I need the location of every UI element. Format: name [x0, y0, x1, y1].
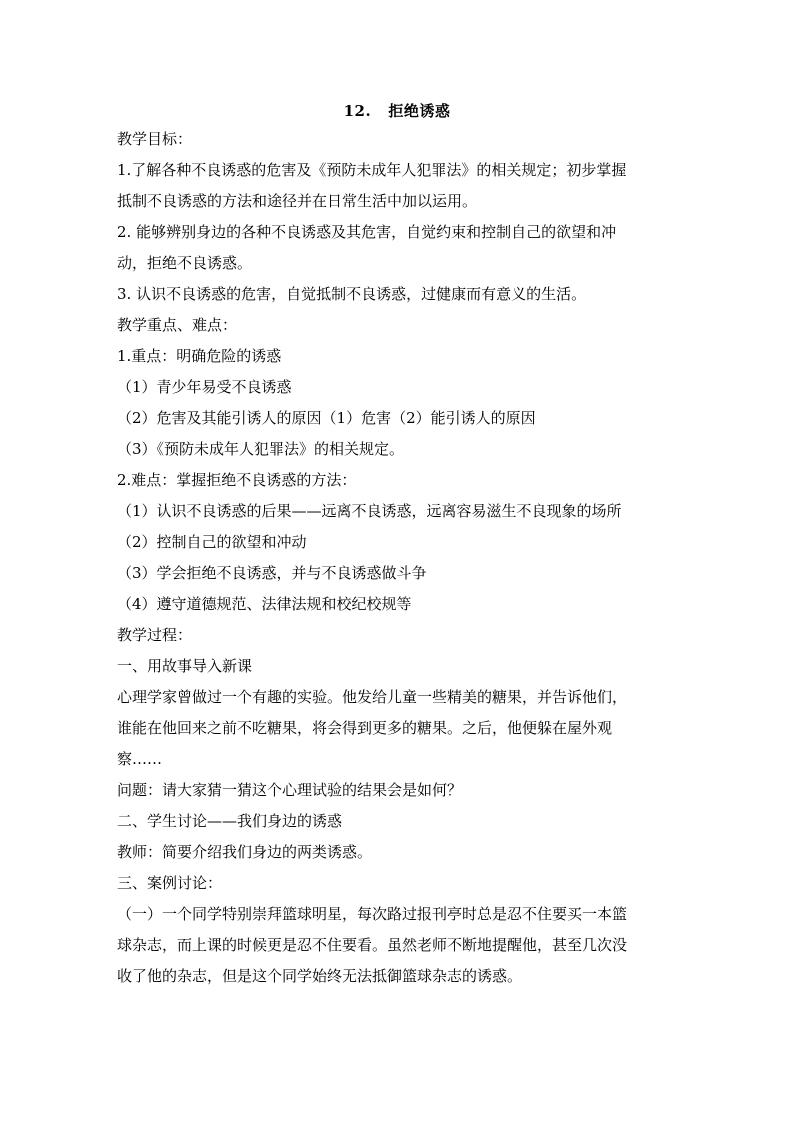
body-line: 教学重点、难点： — [117, 316, 238, 334]
body-line: 3. 认识不良诱惑的危害，自觉抵制不良诱惑，过健康而有意义的生活。 — [117, 285, 587, 303]
body-line: 球杂志，而上课的时候更是忍不住要看。虽然老师不断地提醒他，甚至几次没 — [117, 936, 628, 954]
body-line: （2）危害及其能引诱人的原因（1）危害（2）能引诱人的原因 — [117, 409, 536, 427]
body-line: 一、用故事导入新课 — [117, 657, 253, 675]
body-line: 2.难点：掌握拒绝不良诱惑的方法： — [117, 471, 357, 489]
body-line: 察…… — [117, 750, 163, 768]
document-page — [117, 98, 677, 992]
body-line: 心理学家曾做过一个有趣的实验。他发给儿童一些精美的糖果，并告诉他们， — [117, 688, 628, 706]
body-line: （1）认识不良诱惑的后果——远离不良诱惑，远离容易滋生不良现象的场所 — [117, 502, 622, 520]
body-line: （2）控制自己的欲望和冲动 — [117, 533, 307, 551]
body-line: 教学过程： — [117, 626, 193, 644]
body-line: 动，拒绝不良诱惑。 — [117, 254, 253, 272]
body-line: （1）青少年易受不良诱惑 — [117, 378, 292, 396]
body-line: （3）学会拒绝不良诱惑，并与不良诱惑做斗争 — [117, 564, 427, 582]
body-line: 教师：简要介绍我们身边的两类诱惑。 — [117, 843, 373, 861]
body-line: 1.重点：明确危险的诱惑 — [117, 347, 282, 365]
body-line: （3）《预防未成年人犯罪法》的相关规定。 — [117, 440, 405, 458]
body-line: （4）遵守道德规范、法律法规和校纪校规等 — [117, 595, 412, 613]
body-line: 三、案例讨论： — [117, 874, 223, 892]
body-line: 2. 能够辨别身边的各种不良诱惑及其危害，自觉约束和控制自己的欲望和冲 — [117, 223, 617, 241]
body-line: 谁能在他回来之前不吃糖果，将会得到更多的糖果。之后，他便躲在屋外观 — [117, 719, 613, 737]
body-line: 问题：请大家猜一猜这个心理试验的结果会是如何？ — [117, 781, 463, 799]
body-line: 抵制不良诱惑的方法和途径并在日常生活中加以运用。 — [117, 192, 478, 210]
body-line: 二、学生讨论——我们身边的诱惑 — [117, 812, 343, 830]
document-title: 12. 拒绝诱惑 — [343, 102, 451, 120]
body-line: （一）一个同学特别崇拜篮球明星，每次路过报刊亭时总是忍不住要买一本篮 — [117, 905, 628, 923]
body-line: 教学目标： — [117, 130, 193, 148]
body-line: 收了他的杂志，但是这个同学始终无法抵御篮球杂志的诱惑。 — [117, 967, 523, 985]
body-line: 1.了解各种不良诱惑的危害及《预防未成年人犯罪法》的相关规定；初步掌握 — [117, 161, 627, 179]
